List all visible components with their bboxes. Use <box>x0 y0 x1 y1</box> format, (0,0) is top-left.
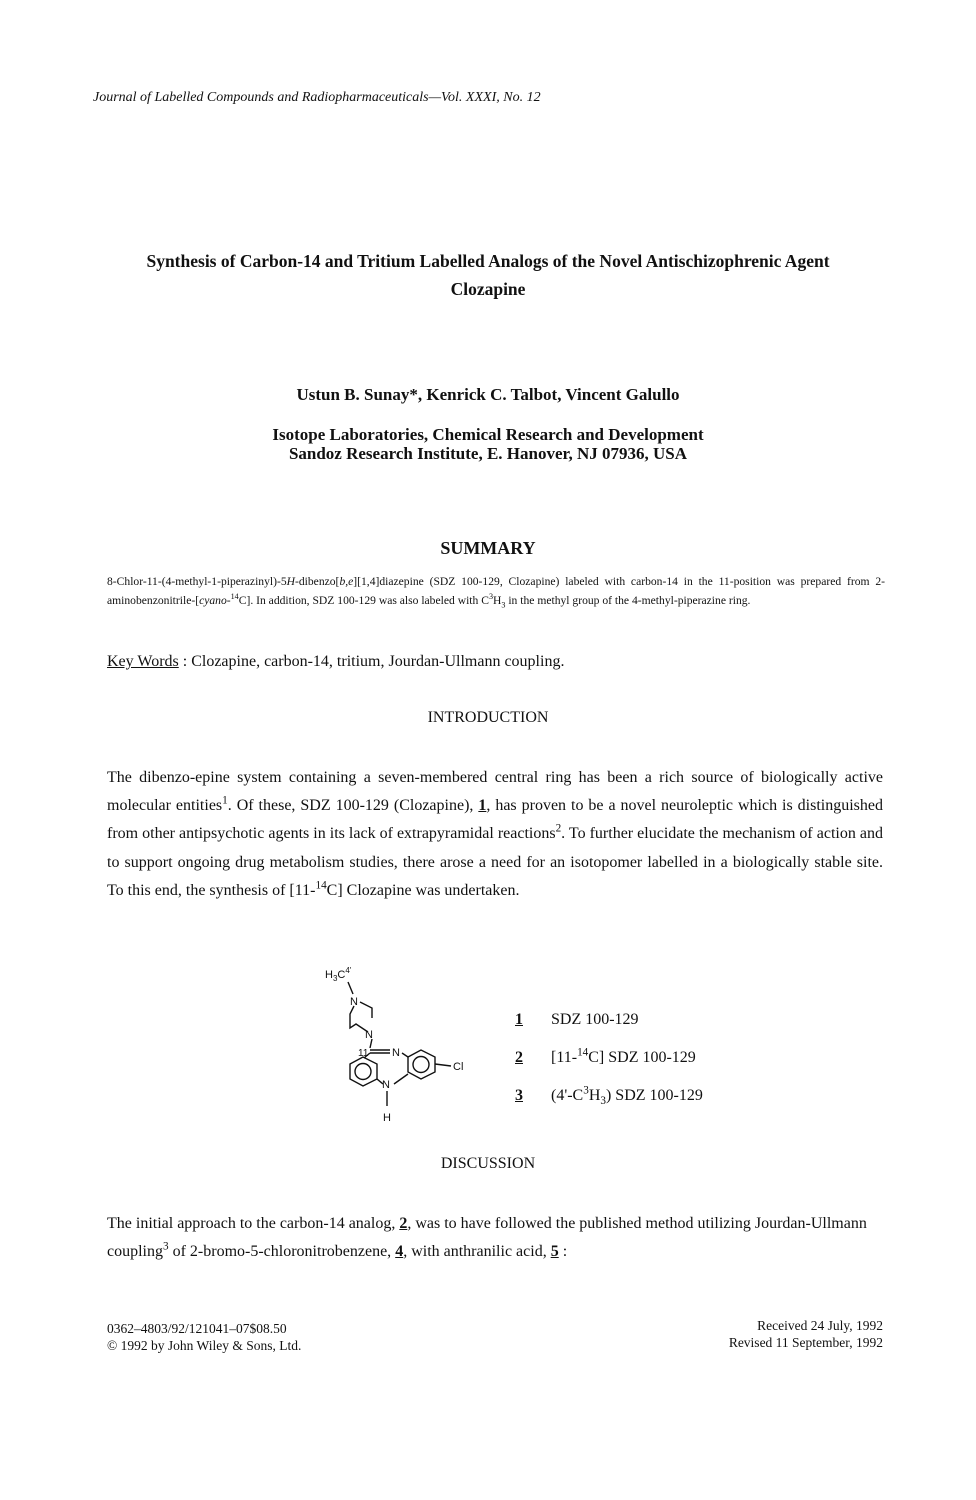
summary-paragraph: 8-Chlor-11-(4-methyl-1-piperazinyl)-5H-dibenzo[b,e][1,4]diazepine (SDZ 100-129, Clozapine) labeled with carbon-14 in the 11-position was prepared from 2-aminobenzonitrile-[cyano-$^{14}$C]. In addition, SDZ 100-129 was also labeled with $C^3H_3$ in the methyl group of the 4-methyl-piperazine ring. <box>107 575 885 610</box>
compound-list <box>515 1001 703 1115</box>
compound-number: 3 <box>515 1087 523 1104</box>
compound-name: [11-$^{14}$C] SDZ 100-129 <box>551 1046 696 1066</box>
keywords-label: Key Words <box>107 653 179 670</box>
authors: Ustun B. Sunay*, Kenrick C. Talbot, Vincent Galullo <box>296 385 680 404</box>
discussion-heading: DISCUSSION <box>440 1155 536 1172</box>
keywords <box>107 653 564 671</box>
n-atom-1: N <box>350 996 358 1008</box>
discussion-paragraph: The initial approach to the carbon-14 analog, 2, was to have followed the published method utilizing Jourdan-Ullmann coupling$^3$ of 2-bromo-5-chloronitrobenzene, 4, with anthranilic acid, 5 : <box>107 1215 867 1261</box>
title-line-2: Clozapine <box>450 279 526 299</box>
compound-number: 1 <box>515 1011 523 1028</box>
footer-publication-info <box>107 1320 301 1354</box>
received-date: Received 24 July, 1992 <box>757 1318 883 1333</box>
journal-header: Journal of Labelled Compounds and Radiopharmaceuticals—Vol. XXXI, No. 12 <box>93 90 541 105</box>
title-line-1: Synthesis of Carbon-14 and Tritium Labelled Analogs of the Novel Antischizophrenic Agent <box>146 251 830 271</box>
footer-dates <box>600 1317 883 1351</box>
compound-row <box>515 1077 703 1115</box>
n-atom-2: N <box>365 1029 373 1041</box>
compound-row <box>515 1001 703 1039</box>
affiliation-line-1: Isotope Laboratories, Chemical Research and Development <box>272 425 704 444</box>
revised-date: Revised 11 September, 1992 <box>728 1335 883 1350</box>
clozapine-structure-diagram <box>320 958 470 1133</box>
h-atom: H <box>383 1112 391 1124</box>
compound-row <box>515 1039 703 1077</box>
affiliation-line-2: Sandoz Research Institute, E. Hanover, NJ 07936, USA <box>288 444 688 463</box>
article-code: 0362–4803/92/121041–07$08.50 <box>107 1321 287 1336</box>
introduction-paragraph: The dibenzo-epine system containing a seven-membered central ring has been a rich source of biologically active molecular entities$^1$. Of these, SDZ 100-129 (Clozapine), 1, has proven to be a novel neuroleptic which is distinguished from other antipsychotic agents in its lack of extrapyramidal reactions$^2$. To further elucidate the mechanism of action and to support ongoing drug metabolism studies, there arose a need for an isotopomer labelled in a biologically stable site. To this end, the synthesis of [11-$^{14}$C] Clozapine was undertaken. <box>107 769 884 899</box>
compound-number: 2 <box>515 1049 523 1066</box>
cl-atom: Cl <box>453 1061 464 1073</box>
introduction-heading: INTRODUCTION <box>427 709 549 726</box>
article-title <box>100 247 876 303</box>
compound-name: SDZ 100-129 <box>551 1011 639 1028</box>
copyright: © 1992 by John Wiley & Sons, Ltd. <box>107 1338 302 1353</box>
compound-name: $(4'-C^3H_3)$ SDZ 100-129 <box>551 1084 703 1108</box>
keywords-text: : Clozapine, carbon-14, tritium, Jourdan-Ullmann coupling. <box>178 653 565 670</box>
summary-heading: SUMMARY <box>440 538 536 558</box>
svg-text:H3C4': $H_3C^{4'}$ <box>325 966 352 983</box>
position-11: 11 <box>358 1048 369 1059</box>
n-atom-3: N <box>392 1047 400 1059</box>
affiliation <box>100 425 876 463</box>
n-atom-4: N <box>382 1079 390 1091</box>
